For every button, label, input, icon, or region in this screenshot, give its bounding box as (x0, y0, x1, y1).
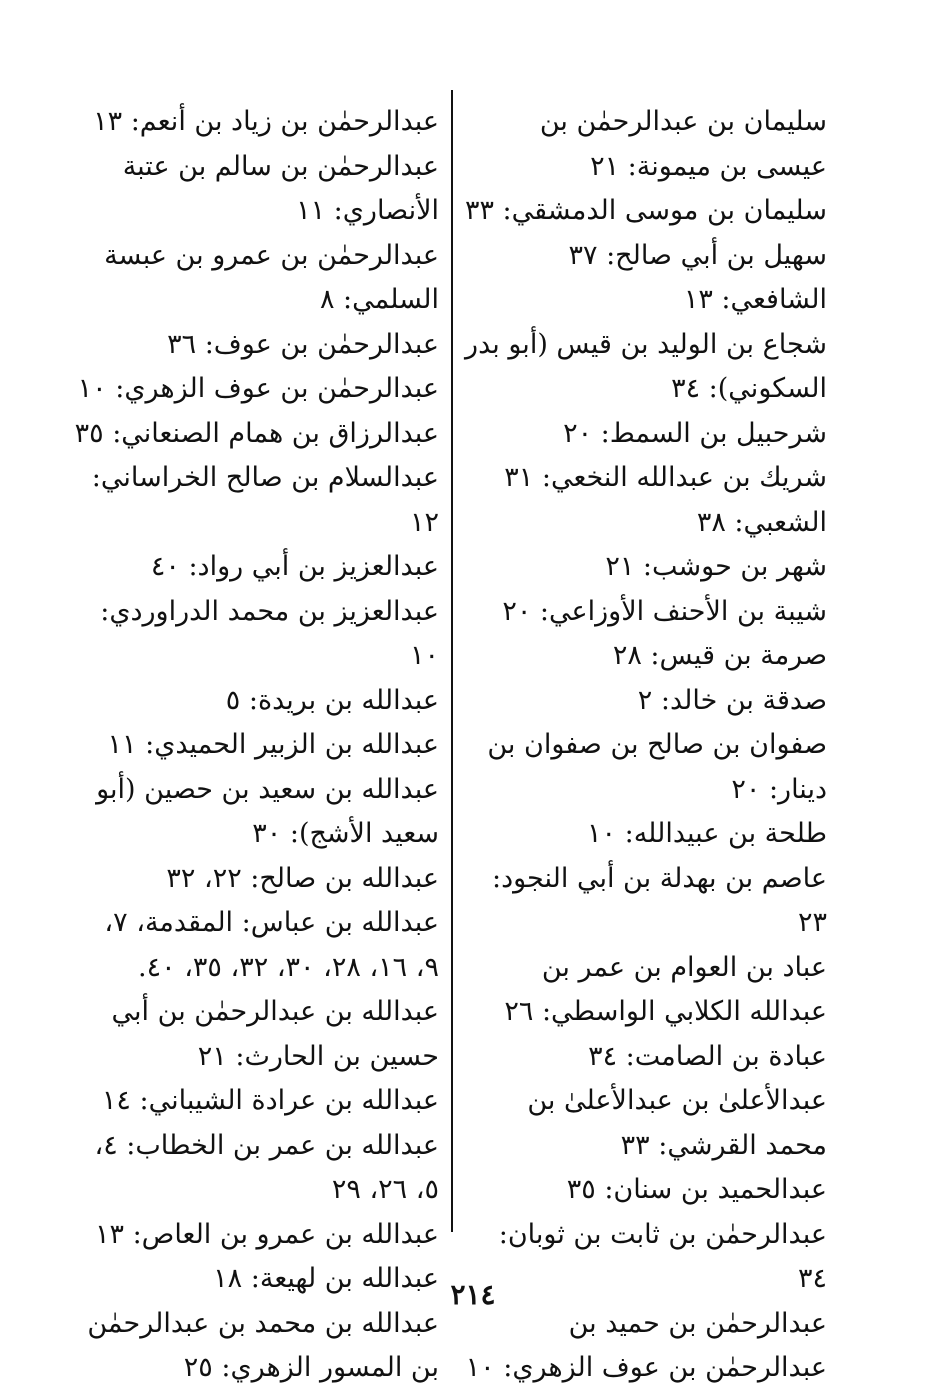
index-entry: عبدالرحمٰن بن زياد بن أنعم: ١٣ (93, 106, 439, 137)
index-entry: عبدالحميد بن سنان: ٣٥ (566, 1174, 827, 1205)
index-entry: عبدالله بن عمرو بن العاص: ١٣ (94, 1218, 439, 1250)
index-entry: عبدالرحمٰن بن عوف: ٣٦ (167, 328, 439, 360)
index-entry: عبادة بن الصامت: ٣٤ (588, 1040, 827, 1072)
index-entry: عبدالعزيز بن محمد الدراوردي: ١٠ (100, 595, 439, 671)
column-divider (451, 90, 453, 1232)
index-entry: عباد بن العوام بن عمر بن عبدالله الكلابي الواسطي: ٢٦ (504, 951, 827, 1027)
index-entry: طلحة بن عبيدالله: ١٠ (587, 818, 827, 849)
index-column-left (74, 100, 442, 1391)
index-entry: عبدالله بن عمر بن الخطاب: ٤، ٥، ٢٦، ٢٩ (94, 1129, 439, 1205)
index-entry: شهر بن حوشب: ٢١ (605, 551, 827, 582)
index-entry: عبدالرحمٰن بن حميد بن عبدالرحمٰن بن عوف الزهري: ١٠ (465, 1307, 827, 1383)
index-entry: سهيل بن أبي صالح: ٣٧ (568, 239, 827, 271)
index-entry: عبدالعزيز بن أبي رواد: ٤٠ (150, 551, 439, 582)
index-entry: الشعبي: ٣٨ (696, 506, 827, 538)
index-entry: الشافعي: ١٣ (683, 284, 827, 315)
index-entry: شجاع بن الوليد بن قيس (أبو بدر السكوني): ٣٤ (465, 328, 827, 404)
index-entry: عبدالله بن سعيد بن حصين (أبو سعيد الأشج): ٣٠ (96, 773, 439, 849)
index-entry: عبدالسلام بن صالح الخراساني: ١٢ (91, 462, 439, 538)
index-entry: عبدالله بن صالح: ٢٢، ٣٢ (166, 862, 439, 894)
index-entry: عبدالله بن عباس: المقدمة، ٧، ٩، ١٦، ٢٨، ٣٠، ٣٢، ٣٥، ٤٠. (104, 907, 439, 983)
index-column-right (462, 100, 830, 1391)
page-number: ٢١٤ (450, 1278, 496, 1311)
index-entry: سليمان بن موسى الدمشقي: ٣٣ (464, 195, 827, 226)
index-entry: عبدالرحمٰن بن عمرو بن عبسة السلمي: ٨ (104, 239, 439, 315)
index-entry: عبدالرزاق بن همام الصنعاني: ٣٥ (74, 417, 439, 449)
index-entry: عبدالله بن لهيعة: ١٨ (213, 1263, 439, 1294)
index-entry: عبدالرحمٰن بن ثابت بن ثوبان: ٣٤ (498, 1218, 827, 1294)
index-entry: سليمان بن عبدالرحمٰن بن عيسى بن ميمونة: ٢١ (539, 106, 827, 182)
index-entry: عبدالرحمٰن بن عوف الزهري: ١٠ (77, 373, 439, 404)
index-entry: عبدالله بن محمد بن عبدالرحمٰن بن المسور الزهري: ٢٥ (87, 1307, 439, 1383)
index-entry: عبدالرحمٰن بن سالم بن عتبة الأنصاري: ١١ (122, 150, 439, 226)
index-entry: صدقة بن خالد: ٢ (637, 684, 827, 716)
index-entry: شريك بن عبدالله النخعي: ٣١ (504, 462, 827, 493)
index-entry: عبدالله بن عبدالرحمٰن بن أبي حسين بن الحارث: ٢١ (111, 996, 439, 1072)
index-entry: شرحبيل بن السمط: ٢٠ (563, 417, 827, 449)
index-entry: شيبة بن الأحنف الأوزاعي: ٢٠ (502, 595, 827, 627)
index-entry: صرمة بن قيس: ٢٨ (612, 640, 827, 671)
index-entry: عبدالله بن عرادة الشيباني: ١٤ (101, 1085, 439, 1116)
index-entry: عبدالله بن بريدة: ٥ (225, 684, 439, 716)
index-entry: عاصم بن بهدلة بن أبي النجود: ٢٣ (491, 862, 827, 938)
index-entry: عبدالله بن الزبير الحميدي: ١١ (107, 729, 439, 760)
index-entry: صفوان بن صالح بن صفوان بن دينار: ٢٠ (487, 729, 827, 805)
index-entry: عبدالأعلىٰ بن عبدالأعلىٰ بن محمد القرشي: ٣٣ (527, 1085, 827, 1161)
